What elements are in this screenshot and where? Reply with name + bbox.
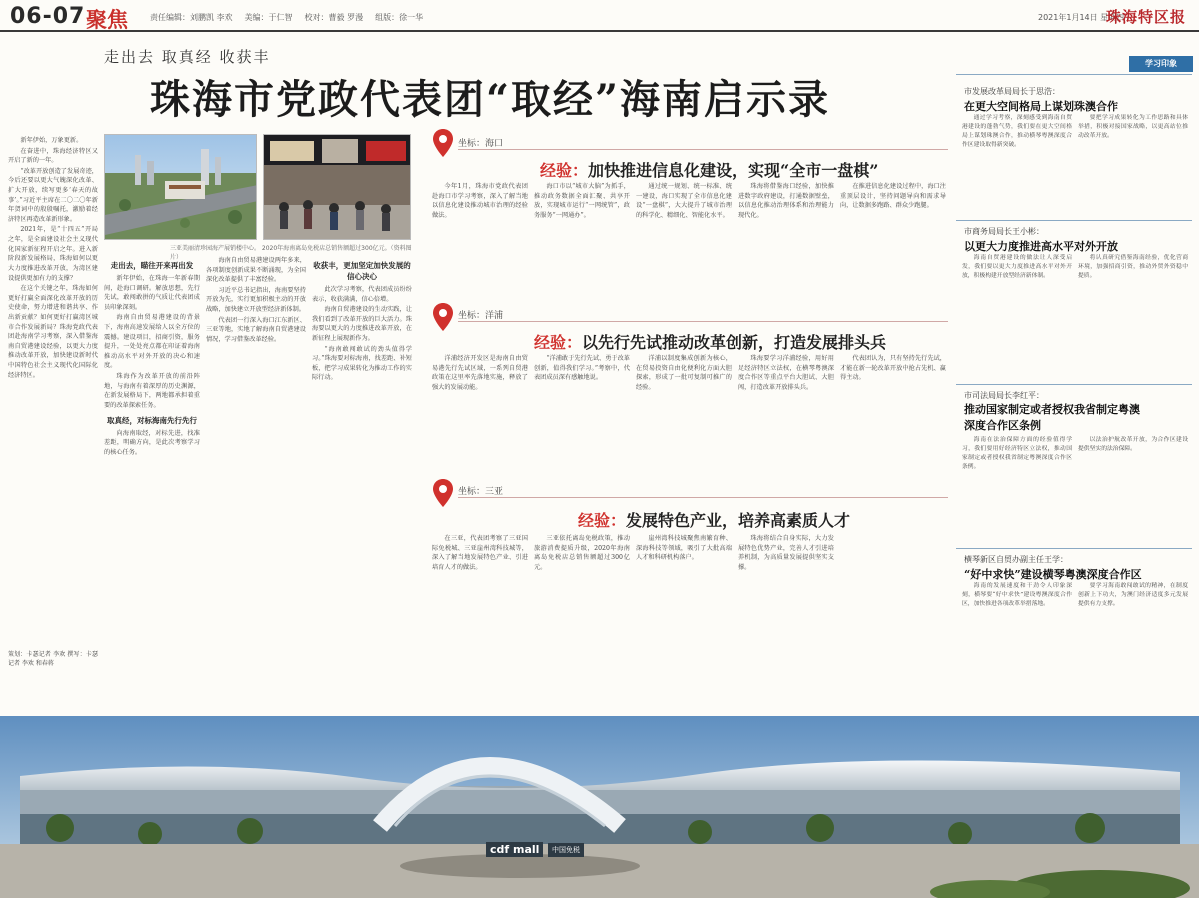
masthead xyxy=(0,0,1199,32)
duty-free-city-panorama-image xyxy=(0,716,1199,898)
experience-body xyxy=(840,354,946,474)
paragraph: 通过统一规划、统一标准、统一建设，海口实现了全市信息化建设“一盘棋”，大大提升了城市治理的科学化、精细化、智能化水平。 xyxy=(636,183,732,219)
paragraph: 新年伊始，万象更新。 xyxy=(20,137,83,144)
location-label xyxy=(458,308,948,322)
impression-body xyxy=(1078,114,1188,216)
experience-title: 以先行先试推动改革创新，打造发展排头兵 xyxy=(582,333,887,352)
divider xyxy=(956,74,1192,75)
paragraph: 珠海作为改革开放的前沿阵地，与海南有着深厚的历史渊源，在新发展格局下，两地都承担着重要的改革探索任务。 xyxy=(104,373,200,409)
page-number: 06-07 xyxy=(10,4,86,29)
interviewee-role: 横琴新区自贸办副主任王学： xyxy=(964,555,1068,564)
experience-body xyxy=(534,354,630,474)
location-text: 坐标：洋浦 xyxy=(458,311,504,321)
experience-heading xyxy=(534,330,886,353)
paragraph: 新年伊始，在珠海一年新春期间，赴海口调研。解放思想，先行先试，敢闯敢拼的气质让代表团成员印象深刻。 xyxy=(104,275,200,311)
location-text: 坐标：三亚 xyxy=(458,487,504,497)
experience-body xyxy=(636,182,732,300)
experience-body xyxy=(636,354,732,474)
paragraph: “洋浦敢于先行先试、勇于改革创新，值得我们学习。”考察中，代表团成员深有感触地说。 xyxy=(534,355,630,382)
paragraph: 在这个关键之年，珠海如何更好打赢全面深化改革开放的历史使命，努力增进和谐共享、作出新贡献？如何更好打赢湾区城市合作发展新局？珠海党政代表团赴海南学习考察，深入借鉴海南自贸港建设经验，以更大力度推动改革开放，加快建设新时代中国特色社会主义现代化国际化经济特区。 xyxy=(8,285,98,379)
impression-body xyxy=(1078,582,1188,710)
paragraph: 今年1月，珠海市党政代表团赴海口市学习考察，深入了解当地以信息化建设推动城市治理的经验做法。 xyxy=(432,183,528,219)
experience-tag: 经验： xyxy=(578,511,627,530)
paragraph: 代表团认为，只有坚持先行先试，才能在新一轮改革开放中抢占先机、赢得主动。 xyxy=(840,355,946,382)
impression-title: 在更大空间格局上谋划珠澳合作 xyxy=(964,100,1118,113)
paragraph: 珠海要学习洋浦经验，用好用足经济特区立法权，在横琴粤澳深度合作区等重点平台大胆试、大胆闯，打造改革开放排头兵。 xyxy=(738,355,834,391)
paragraph: 习近平总书记指出，海南要坚持开放为先，实行更加积极主动的开放战略，加快建立开放型经济新体制。 xyxy=(206,286,306,314)
interviewee-role: 市司法局局长李红平： xyxy=(964,391,1044,400)
impression-title xyxy=(964,402,1144,434)
location-label xyxy=(458,136,948,150)
impression-body xyxy=(962,436,1072,546)
divider xyxy=(956,384,1192,385)
paragraph: 此次学习考察，代表团成员纷纷表示，收获满满，信心倍增。 xyxy=(312,286,412,303)
section-name: 聚焦 xyxy=(86,8,128,32)
paragraph: 海口市以“城市大脑”为抓手，推动政务数据全面汇聚、共享开放，实现城市运行“一网统管”，政务服务“一网通办”。 xyxy=(534,183,630,219)
paragraph: 珠海将结合自身实际，大力发展特色优势产业，完善人才引进培养机制，为高质量发展提供坚实支撑。 xyxy=(738,535,834,571)
photo-caption: 三亚美丽清珍园海产展销楼中心。 2020年海南离岛免税店总销售额超过300亿元。（资料图片） xyxy=(170,245,412,261)
location-pin-icon xyxy=(432,302,454,332)
impression-body xyxy=(1078,254,1188,380)
paragraph: 海南自由贸易港建设的背景下，海南高速发展给人以全方位的震撼。建设项目，招商引资，服务提升，一处处亮点都在印证着海南推动高水平对外开放的决心和速度。 xyxy=(104,314,200,370)
body-column-4 xyxy=(312,256,412,708)
experience-tag: 经验： xyxy=(540,161,589,180)
paragraph: 洋浦经济开发区是海南自由贸易港先行先试区域，一系列自贸港政策在这里率先落地实施，释放了强大的发展动能。 xyxy=(432,355,528,391)
panorama-photo xyxy=(0,716,1199,898)
experience-body xyxy=(738,182,834,300)
paragraph: 三亚依托离岛免税政策，推动旅游消费提质升级，2020年海南离岛免税店总销售额超过300亿元。 xyxy=(534,535,630,571)
photo-aerial-city xyxy=(104,134,257,240)
publication-date: 2021年1月14日 星期四 xyxy=(1038,13,1125,22)
paragraph: 通过学习考察，深刻感受到海南自贸港建设的蓬勃气势，我们要在更大空间格局上谋划珠澳合作，推动横琴粤澳深度合作区建设取得新突破。 xyxy=(962,115,1072,148)
impression-title-text: 推动国家制定或者授权我省制定粤澳深度合作区条例 xyxy=(964,403,1140,432)
paragraph: 珠海将借鉴海口经验，加快推进数字政府建设，打通数据壁垒，以信息化推动治理体系和治理能力现代化。 xyxy=(738,183,834,219)
paragraph: 在三亚，代表团考察了三亚国际免税城、三亚崖州湾科技城等，深入了解当地发展特色产业、引进培育人才的做法。 xyxy=(432,535,528,571)
experience-title: 加快推进信息化建设，实现“全市一盘棋” xyxy=(588,161,879,180)
experience-body xyxy=(738,534,834,710)
paragraph: 将认真研究借鉴海南经验，优化营商环境，加强招商引资，推动外贸外资稳中提质。 xyxy=(1078,255,1188,279)
paragraph: 洋浦以制度集成创新为核心，在贸易投资自由化便利化方面大胆探索，形成了一批可复制可推广的经验。 xyxy=(636,355,732,391)
editor-credits xyxy=(150,12,423,23)
paragraph: 要学习海南敢闯敢试的精神，在制度创新上下功夫，为澳门经济适度多元发展提供有力支撑。 xyxy=(1078,583,1188,607)
subheading: 收获丰，更加坚定加快发展的信心决心 xyxy=(313,261,411,281)
impression-title: 以更大力度推进高水平对外开放 xyxy=(964,240,1118,253)
editor-credit: 组版：徐一华 xyxy=(375,13,424,22)
paragraph: 在推进信息化建设过程中，海口注重顶层设计，坚持问题导向和需求导向，让数据多跑路、群众少跑腿。 xyxy=(840,183,946,210)
impression-body xyxy=(962,582,1072,710)
paragraph: 崖州湾科技城聚焦南繁育种、深海科技等领域，吸引了大批高端人才和科研机构落户。 xyxy=(636,535,732,562)
experience-tag: 经验： xyxy=(534,333,583,352)
paragraph: 代表团一行深入海口江东新区、三亚等地，实地了解海南自贸港建设情况，学习借鉴改革经验。 xyxy=(206,316,306,343)
body-column-2 xyxy=(104,256,200,708)
location-label xyxy=(458,484,948,498)
paragraph: 在奋进中，珠海经济特区又开启了新的一年。 xyxy=(8,147,98,165)
main-headline: 珠海市党政代表团“取经”海南启示录 xyxy=(150,76,831,123)
experience-body xyxy=(534,534,630,710)
experience-body xyxy=(534,182,630,300)
subheading: 走出去，瞄往开来再出发 xyxy=(110,261,194,270)
interviewee-role: 市发展改革局局长于思浩： xyxy=(964,87,1060,96)
intro-column xyxy=(8,136,98,636)
location-pin-icon xyxy=(432,478,454,508)
mall-sign-secondary: 中国免税 xyxy=(548,843,584,857)
experience-body xyxy=(636,534,732,710)
location-text: 坐标：海口 xyxy=(458,139,504,149)
experience-body xyxy=(738,354,834,474)
kicker-headline: 走出去 取真经 收获丰 xyxy=(104,48,271,66)
photo-duty-free-mall xyxy=(263,134,411,240)
impression-body xyxy=(962,254,1072,380)
sidebar-tab: 学习印象 xyxy=(1129,56,1193,72)
paragraph: “海南敢闯敢试的劲头值得学习。”珠海要对标海南，找差距、补短板，把学习成果转化为推动工作的实际行动。 xyxy=(312,345,412,382)
experience-heading xyxy=(578,508,850,531)
paragraph: 向海南取经，对标先进，找准差距，明确方向，是此次考察学习的核心任务。 xyxy=(104,429,200,456)
paragraph: 海南自贸港建设的做法让人深受启发，我们要以更大力度推进高水平对外开放，积极构建开放型经济新体制。 xyxy=(962,255,1072,279)
paragraph: 要把学习成果转化为工作思路和具体举措，积极对接国家战略，以更高站位推动改革开放。 xyxy=(1078,115,1188,139)
newspaper-brand: 珠海特区报 xyxy=(1106,8,1187,26)
subheading: 取真经，对标海南先行先行 xyxy=(107,415,197,425)
editor-credit: 责任编辑：刘鹏凯 李欢 xyxy=(150,13,233,22)
experience-body xyxy=(840,182,946,300)
credit-line: 策划：卡瑟记者 李欢 撰写：卡瑟记者 李欢 和春蒋 xyxy=(8,651,98,668)
experience-body xyxy=(432,354,528,474)
paragraph: 海南自由贸易港建设两年多来，各项制度创新成果不断涌现，为全国深化改革提供了丰富经验。 xyxy=(206,257,306,284)
editor-credit: 校对：曹毅 罗漫 xyxy=(304,13,364,22)
experience-body xyxy=(432,182,528,300)
paragraph: 海南自贸港建设的生动实践，让我们看到了改革开放的巨大活力。珠海要以更大的力度推进改革开放，在新征程上展现新作为。 xyxy=(312,306,412,343)
interviewee-role: 市商务局局长王小彬： xyxy=(964,227,1044,236)
paragraph: 2021年，是“十四五”开局之年，是全面建设社会主义现代化国家新征程开启之年。进入新阶段新发展格局，珠海如何以更大力度推进改革开放，为湾区建设提供更加有力的支撑？ xyxy=(8,226,98,282)
paragraph: 以法治护航改革开放，为合作区建设提供坚实的法治保障。 xyxy=(1078,437,1188,452)
aerial-city-image xyxy=(105,135,257,240)
duty-free-mall-image xyxy=(264,135,411,240)
location-pin-icon xyxy=(432,128,454,158)
paragraph: “改革开放创造了发展奇迹，今后还要以更大气魄深化改革、扩大开放，续写更多‘春天的故事’。”习近平主席在二〇二〇年新年贺词中的殷殷嘱托，激励着经济特区再造改革新形象。 xyxy=(8,167,98,223)
mall-sign: cdf mall xyxy=(486,842,543,857)
impression-body xyxy=(962,114,1072,216)
divider xyxy=(956,548,1192,549)
experience-heading xyxy=(540,158,878,181)
divider xyxy=(956,220,1192,221)
impression-body xyxy=(1078,436,1188,546)
impression-title: “好中求快”建设横琴粤澳深度合作区 xyxy=(964,568,1142,581)
paragraph: 海南在法治保障方面的经验值得学习，我们要用好经济特区立法权，推动国家制定或者授权我省制定粤澳深度合作区条例。 xyxy=(962,437,1072,470)
experience-title: 发展特色产业，培养高素质人才 xyxy=(626,511,851,530)
experience-body xyxy=(432,534,528,710)
editor-credit: 美编：于仁智 xyxy=(244,13,293,22)
paragraph: 海南的发展速度和干劲令人印象深刻，横琴要“好中求快”建设粤澳深度合作区，加快推进各项改革举措落地。 xyxy=(962,583,1072,607)
body-column-3 xyxy=(206,256,306,708)
